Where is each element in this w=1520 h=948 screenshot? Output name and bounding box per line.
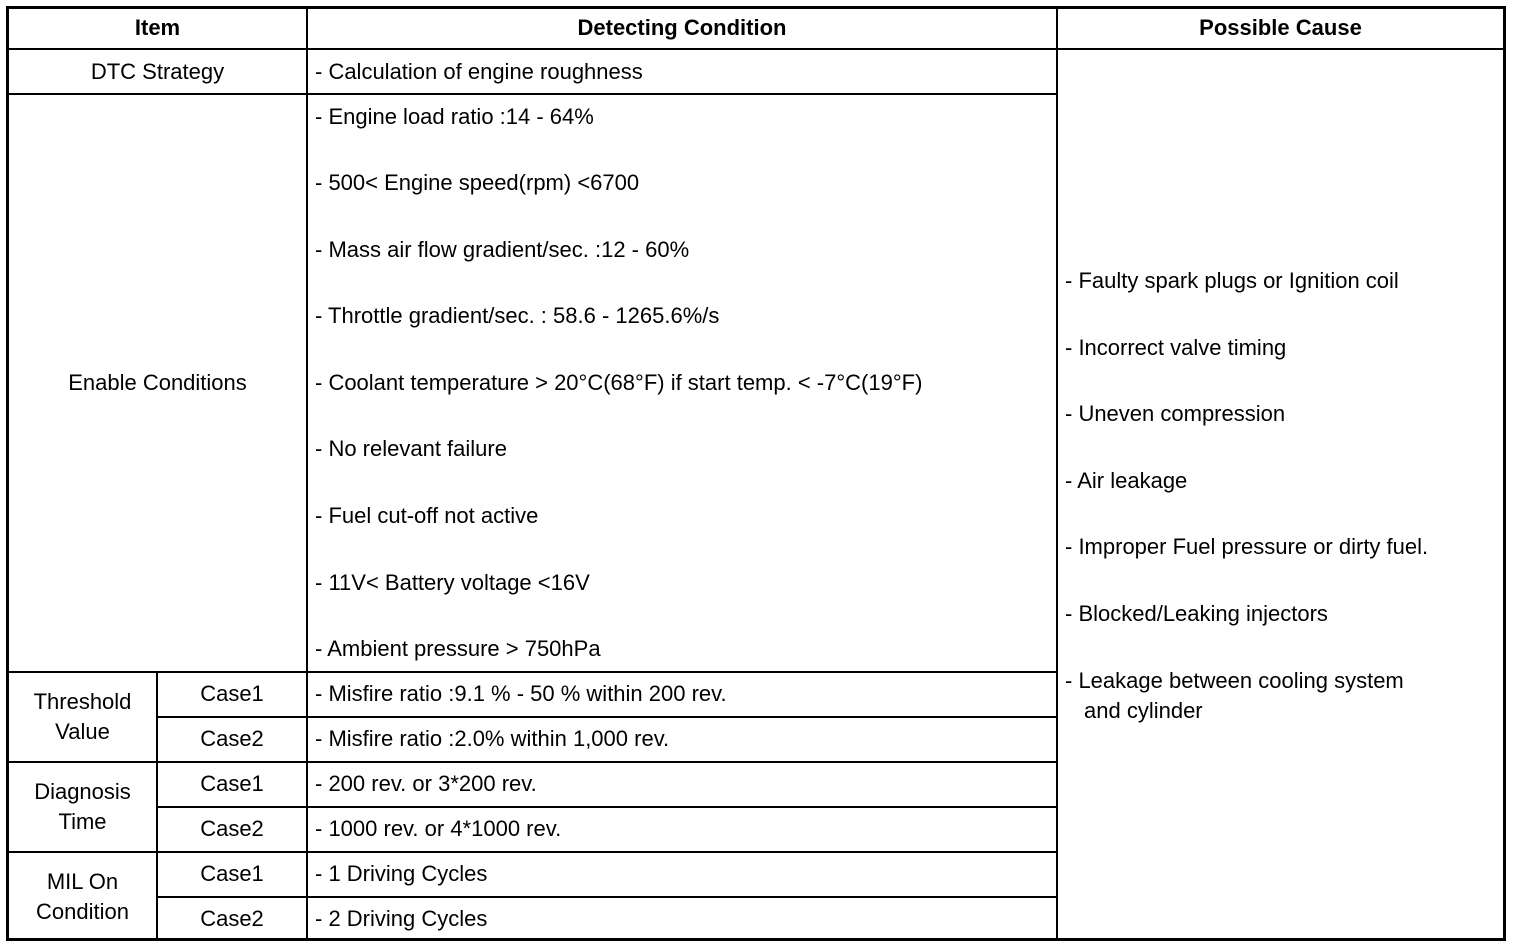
item-mil-on-condition-line1: MIL On: [46, 869, 119, 894]
item-diagnosis-time-line1: Diagnosis: [34, 779, 131, 804]
item-mil-on-condition-line2: Condition: [36, 899, 129, 924]
header-divider: [9, 48, 1503, 50]
possible-cause-item: - Faulty spark plugs or Ignition coil: [1065, 268, 1399, 293]
mil-case1-label: Case1: [200, 861, 264, 886]
possible-cause-item: - Air leakage: [1065, 468, 1188, 493]
item-enable-conditions: Enable Conditions: [68, 370, 247, 395]
diagnosis-case1-condition: - 200 rev. or 3*200 rev.: [315, 771, 537, 796]
possible-cause-item: - Incorrect valve timing: [1065, 335, 1287, 360]
item-threshold-value-line1: Threshold: [33, 689, 132, 714]
threshold-case1-label: Case1: [200, 681, 264, 706]
row-divider-diagnosis-case: [157, 806, 1057, 808]
item-dtc-strategy: DTC Strategy: [90, 59, 225, 84]
enable-condition-item: - Fuel cut-off not active: [315, 503, 539, 528]
header-possible-cause: Possible Cause: [1199, 15, 1362, 40]
row-divider-diagnosis: [9, 851, 1057, 853]
enable-condition-item: - 11V< Battery voltage <16V: [315, 570, 590, 595]
enable-condition-item: - Coolant temperature > 20°C(68°F) if start temp. < -7°C(19°F): [315, 370, 923, 395]
enable-condition-item: - 500< Engine speed(rpm) <6700: [315, 170, 640, 195]
possible-cause-item: - Uneven compression: [1065, 401, 1286, 426]
diagnosis-case1-label: Case1: [200, 771, 264, 796]
dtc-table: [6, 6, 1506, 941]
item-diagnosis-time-line2: Time: [58, 809, 107, 834]
possible-cause-item: - Leakage between cooling system: [1065, 668, 1404, 693]
row-divider-mil-case: [157, 896, 1057, 898]
item-threshold-value-line2: Value: [55, 719, 110, 744]
mil-case2-condition: - 2 Driving Cycles: [315, 906, 488, 931]
diagnosis-case2-condition: - 1000 rev. or 4*1000 rev.: [315, 816, 562, 841]
mil-case1-condition: - 1 Driving Cycles: [315, 861, 488, 886]
row-divider-threshold-case: [157, 716, 1057, 718]
row-divider-threshold: [9, 761, 1057, 763]
threshold-case2-condition: - Misfire ratio :2.0% within 1,000 rev.: [315, 726, 670, 751]
row-divider-dtc: [9, 93, 1057, 95]
col-divider-condition: [1056, 9, 1058, 941]
enable-condition-item: - Ambient pressure > 750hPa: [315, 636, 601, 661]
threshold-case1-condition: - Misfire ratio :9.1 % - 50 % within 200 rev.: [315, 681, 727, 706]
enable-condition-item: - Mass air flow gradient/sec. :12 - 60%: [315, 237, 690, 262]
condition-dtc-strategy: - Calculation of engine roughness: [315, 59, 643, 84]
diagnosis-case2-label: Case2: [200, 816, 264, 841]
possible-cause-item: - Blocked/Leaking injectors: [1065, 601, 1328, 626]
enable-condition-item: - No relevant failure: [315, 436, 507, 461]
enable-condition-item: - Throttle gradient/sec. : 58.6 - 1265.6%/s: [315, 303, 720, 328]
possible-cause-item: - Improper Fuel pressure or dirty fuel.: [1065, 534, 1429, 559]
row-divider-enable: [9, 671, 1057, 673]
possible-cause-item-continuation: and cylinder: [1084, 698, 1203, 723]
header-item: Item: [134, 15, 181, 40]
mil-case2-label: Case2: [200, 906, 264, 931]
threshold-case2-label: Case2: [200, 726, 264, 751]
header-detecting-condition: Detecting Condition: [577, 15, 787, 40]
enable-condition-item: - Engine load ratio :14 - 64%: [315, 104, 594, 129]
col-divider-item: [306, 9, 308, 941]
